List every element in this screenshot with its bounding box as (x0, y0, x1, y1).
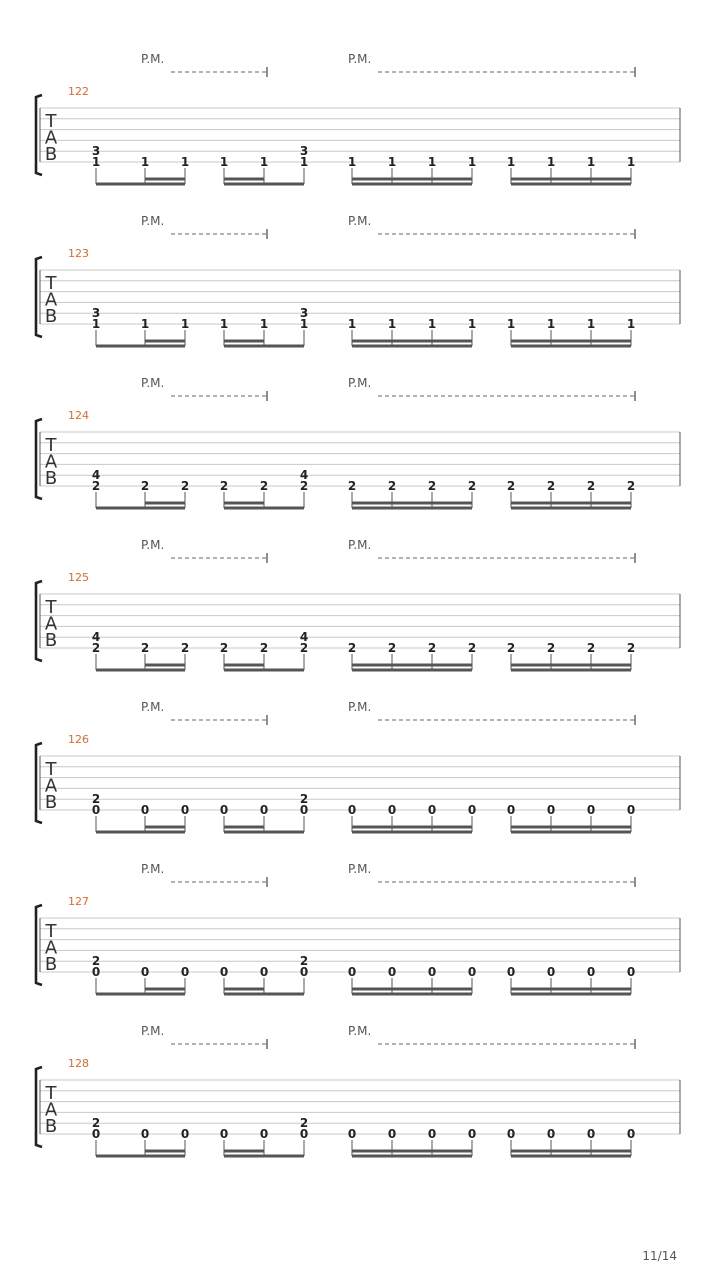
fret-number: 2 (219, 641, 229, 655)
fret-number: 0 (546, 803, 556, 817)
fret-number-chord: 2 (299, 954, 309, 969)
fret-number: 0 (299, 803, 309, 817)
fret-number: 2 (91, 641, 101, 655)
fret-number: 0 (180, 803, 190, 817)
fret-number-chord: 2 (91, 792, 101, 807)
measure-number: 124 (68, 409, 89, 422)
fret-number: 2 (586, 641, 596, 655)
fret-number: 0 (467, 803, 477, 817)
tab-system (36, 538, 680, 670)
fret-number: 2 (347, 641, 357, 655)
fret-number: 2 (626, 641, 636, 655)
tab-clef-letter: A (44, 451, 58, 473)
fret-number: 0 (427, 1127, 437, 1141)
fret-number: 0 (219, 803, 229, 817)
fret-number: 0 (259, 1127, 269, 1141)
page-number: 11/14 (642, 1249, 677, 1263)
fret-number: 1 (140, 155, 150, 169)
tab-system (36, 1024, 680, 1156)
fret-number-chord: 2 (299, 1116, 309, 1131)
fret-number: 0 (387, 1127, 397, 1141)
fret-number: 1 (427, 155, 437, 169)
system-bracket (36, 743, 42, 823)
fret-number: 1 (91, 155, 101, 169)
fret-number: 0 (506, 1127, 516, 1141)
fret-number: 2 (140, 641, 150, 655)
fret-number: 1 (506, 155, 516, 169)
measure-number: 127 (68, 895, 89, 908)
fret-number: 0 (91, 1127, 101, 1141)
fret-number: 1 (546, 317, 556, 331)
fret-number: 0 (140, 965, 150, 979)
tab-clef-letter: T (45, 273, 57, 294)
fret-number: 2 (180, 479, 190, 493)
tab-clef-letter: T (45, 1083, 57, 1104)
fret-number: 0 (626, 965, 636, 979)
tab-clef-letter: B (44, 468, 58, 489)
fret-number: 0 (506, 965, 516, 979)
fret-number-chord: 2 (91, 954, 101, 969)
fret-number: 1 (347, 317, 357, 331)
fret-number: 1 (347, 155, 357, 169)
fret-number-chord: 4 (299, 630, 309, 645)
system-bracket (36, 257, 42, 337)
fret-number: 0 (427, 965, 437, 979)
measure-number: 126 (68, 733, 89, 746)
fret-number-chord: 4 (299, 468, 309, 483)
fret-number: 0 (387, 803, 397, 817)
fret-number: 1 (259, 317, 269, 331)
fret-number: 0 (140, 803, 150, 817)
palm-mute-label: P.M. (348, 214, 372, 228)
fret-number: 0 (546, 965, 556, 979)
fret-number: 2 (546, 641, 556, 655)
fret-number: 1 (299, 155, 309, 169)
tab-clef-letter: T (45, 597, 57, 618)
fret-number: 0 (586, 965, 596, 979)
tab-clef-letter: A (44, 289, 58, 311)
fret-number: 1 (387, 155, 397, 169)
fret-number: 0 (91, 803, 101, 817)
palm-mute-label: P.M. (348, 1024, 372, 1038)
fret-number: 2 (299, 479, 309, 493)
fret-number: 0 (506, 803, 516, 817)
fret-number: 2 (387, 641, 397, 655)
fret-number-chord: 4 (91, 630, 101, 645)
fret-number: 1 (180, 317, 190, 331)
fret-number: 1 (219, 155, 229, 169)
palm-mute-label: P.M. (141, 538, 165, 552)
fret-number: 2 (387, 479, 397, 493)
fret-number: 2 (140, 479, 150, 493)
fret-number: 2 (467, 641, 477, 655)
fret-number: 1 (506, 317, 516, 331)
measure-number: 125 (68, 571, 89, 584)
fret-number-chord: 3 (299, 306, 309, 321)
fret-number: 0 (347, 1127, 357, 1141)
fret-number: 0 (299, 965, 309, 979)
fret-number: 2 (180, 641, 190, 655)
fret-number: 2 (427, 479, 437, 493)
measure-number: 123 (68, 247, 89, 260)
fret-number: 2 (299, 641, 309, 655)
fret-number: 0 (180, 965, 190, 979)
system-bracket (36, 95, 42, 175)
tab-clef-letter: B (44, 630, 58, 651)
fret-number: 0 (299, 1127, 309, 1141)
fret-number: 0 (219, 965, 229, 979)
palm-mute-label: P.M. (141, 376, 165, 390)
fret-number: 1 (467, 155, 477, 169)
tab-system (36, 700, 680, 832)
fret-number: 1 (259, 155, 269, 169)
tab-clef-letter: T (45, 921, 57, 942)
fret-number: 1 (626, 317, 636, 331)
fret-number: 0 (219, 1127, 229, 1141)
fret-number: 1 (180, 155, 190, 169)
fret-number-chord: 4 (91, 468, 101, 483)
tab-clef-letter: B (44, 144, 58, 165)
palm-mute-label: P.M. (348, 538, 372, 552)
fret-number: 0 (180, 1127, 190, 1141)
fret-number: 2 (626, 479, 636, 493)
fret-number: 0 (259, 965, 269, 979)
tab-clef-letter: B (44, 954, 58, 975)
fret-number: 2 (259, 479, 269, 493)
tab-clef-letter: B (44, 792, 58, 813)
tab-clef-letter: T (45, 759, 57, 780)
fret-number: 0 (259, 803, 269, 817)
tab-clef-letter: T (45, 111, 57, 132)
system-bracket (36, 581, 42, 661)
fret-number-chord: 3 (91, 144, 101, 159)
fret-number: 2 (259, 641, 269, 655)
tab-clef-letter: A (44, 127, 58, 149)
fret-number: 1 (626, 155, 636, 169)
tab-clef-letter: T (45, 435, 57, 456)
palm-mute-label: P.M. (141, 52, 165, 66)
fret-number: 0 (467, 965, 477, 979)
palm-mute-label: P.M. (141, 1024, 165, 1038)
fret-number: 1 (140, 317, 150, 331)
fret-number: 2 (467, 479, 477, 493)
palm-mute-label: P.M. (348, 52, 372, 66)
palm-mute-label: P.M. (348, 862, 372, 876)
tab-system (36, 214, 680, 346)
measure-number: 128 (68, 1057, 89, 1070)
fret-number: 2 (506, 641, 516, 655)
palm-mute-label: P.M. (348, 376, 372, 390)
system-bracket (36, 1067, 42, 1147)
palm-mute-label: P.M. (141, 700, 165, 714)
fret-number: 0 (347, 965, 357, 979)
fret-number-chord: 2 (91, 1116, 101, 1131)
fret-number: 2 (586, 479, 596, 493)
fret-number: 2 (506, 479, 516, 493)
system-bracket (36, 905, 42, 985)
palm-mute-label: P.M. (141, 214, 165, 228)
tab-clef-letter: A (44, 775, 58, 797)
fret-number: 0 (387, 965, 397, 979)
fret-number: 2 (91, 479, 101, 493)
fret-number: 0 (586, 803, 596, 817)
fret-number: 0 (626, 803, 636, 817)
fret-number-chord: 3 (91, 306, 101, 321)
fret-number: 1 (91, 317, 101, 331)
fret-number: 1 (299, 317, 309, 331)
tab-system (36, 862, 680, 994)
fret-number: 2 (546, 479, 556, 493)
measure-number: 122 (68, 85, 89, 98)
fret-number: 0 (467, 1127, 477, 1141)
fret-number: 1 (387, 317, 397, 331)
fret-number: 0 (347, 803, 357, 817)
tab-clef-letter: A (44, 613, 58, 635)
fret-number: 1 (586, 155, 596, 169)
tab-clef-letter: B (44, 1116, 58, 1137)
fret-number: 1 (546, 155, 556, 169)
tab-system (36, 52, 680, 184)
tab-clef-letter: A (44, 937, 58, 959)
fret-number: 0 (626, 1127, 636, 1141)
palm-mute-label: P.M. (141, 862, 165, 876)
fret-number: 2 (427, 641, 437, 655)
fret-number: 0 (586, 1127, 596, 1141)
fret-number: 2 (219, 479, 229, 493)
tab-clef-letter: A (44, 1099, 58, 1121)
palm-mute-label: P.M. (348, 700, 372, 714)
fret-number: 0 (427, 803, 437, 817)
fret-number-chord: 2 (299, 792, 309, 807)
fret-number: 1 (586, 317, 596, 331)
fret-number-chord: 3 (299, 144, 309, 159)
fret-number: 1 (219, 317, 229, 331)
fret-number: 0 (140, 1127, 150, 1141)
fret-number: 0 (546, 1127, 556, 1141)
fret-number: 0 (91, 965, 101, 979)
fret-number: 1 (467, 317, 477, 331)
fret-number: 1 (427, 317, 437, 331)
tab-system (36, 376, 680, 508)
tab-clef-letter: B (44, 306, 58, 327)
fret-number: 2 (347, 479, 357, 493)
system-bracket (36, 419, 42, 499)
